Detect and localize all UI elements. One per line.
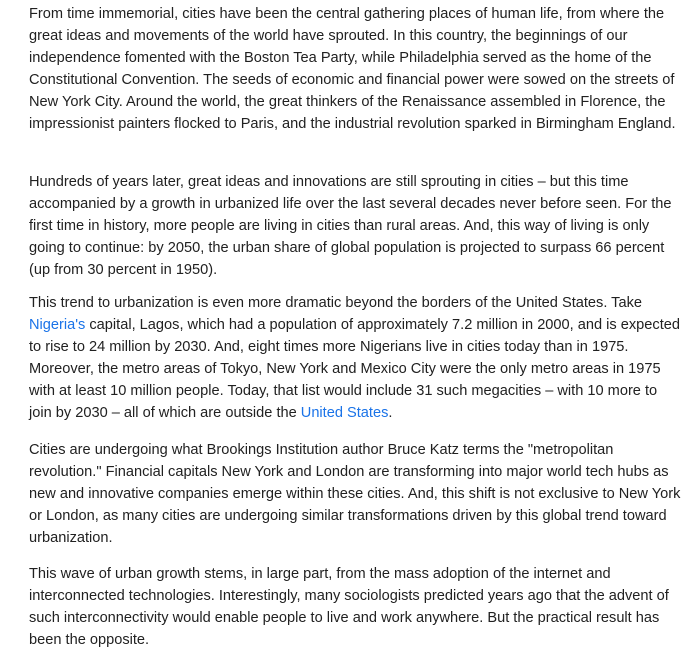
paragraph-internet-adoption: This wave of urban growth stems, in large part, from the mass adoption of the internet and interconnected technologies. Interestingly, many sociologists predicted years ago that the advent of such interconnectivity would enable people to live and work anywhere. But the practical result has been the opposite. xyxy=(29,566,669,648)
paragraph-history: From time immemorial, cities have been the central gathering places of human life, from where the great ideas and movements of the world have sprouted. In this country, the beginnings of our independence fomented with the Boston Tea Party, while Philadelphia served as the home of the Constitutional Convention. The seeds of economic and financial power were sowed on the streets of New York City. Around the world, the great thinkers of the Renaissance assembled in Florence, the impressionist painters flocked to Paris, and the industrial revolution sparked in Birmingham England. xyxy=(29,6,676,132)
united-states-link[interactable]: United States xyxy=(300,405,389,421)
paragraph-urban-growth: Hundreds of years later, great ideas and innovations are still sprouting in cities – but this time accompanied by a growth in urbanized life over the last several decades never before seen. For the first time in history, more people are living in cities than rural areas. And, this way of living is only going to continue: by 2050, the urban share of global population is projected to surpass 66 percent (up from 30 percent in 1950). xyxy=(29,174,672,278)
paragraph-metropolitan-revolution: Cities are undergoing what Brookings Institution author Bruce Katz terms the "metropolitan revolution." Financial capitals New York and London are transforming into major world tech hubs as new and innovative companies emerge within these cities. And, this shift is not exclusive to New York or London, as many cities are undergoing similar transformations driven by this global trend toward urbanization. xyxy=(29,442,681,546)
paragraph-text: This trend to urbanization is even more dramatic beyond the borders of the United States. Take xyxy=(29,295,643,311)
paragraph-urbanization-trend xyxy=(29,292,681,424)
paragraph-text: capital, Lagos, which had a population of approximately 7.2 million in 2000, and is expected to rise to 24 million by 2030. And, eight times more Nigerians live in cities today than in 1975. Moreover, the metro areas of Tokyo, New York and Mexico City were the only metro areas in 1975 with at least 10 million people. Today, that list would include 31 such megacities – with 10 more to join by 2030 – all of which are outside the xyxy=(29,317,680,421)
nigeria-link[interactable]: Nigeria's xyxy=(29,317,86,333)
paragraph-text: . xyxy=(388,405,393,421)
